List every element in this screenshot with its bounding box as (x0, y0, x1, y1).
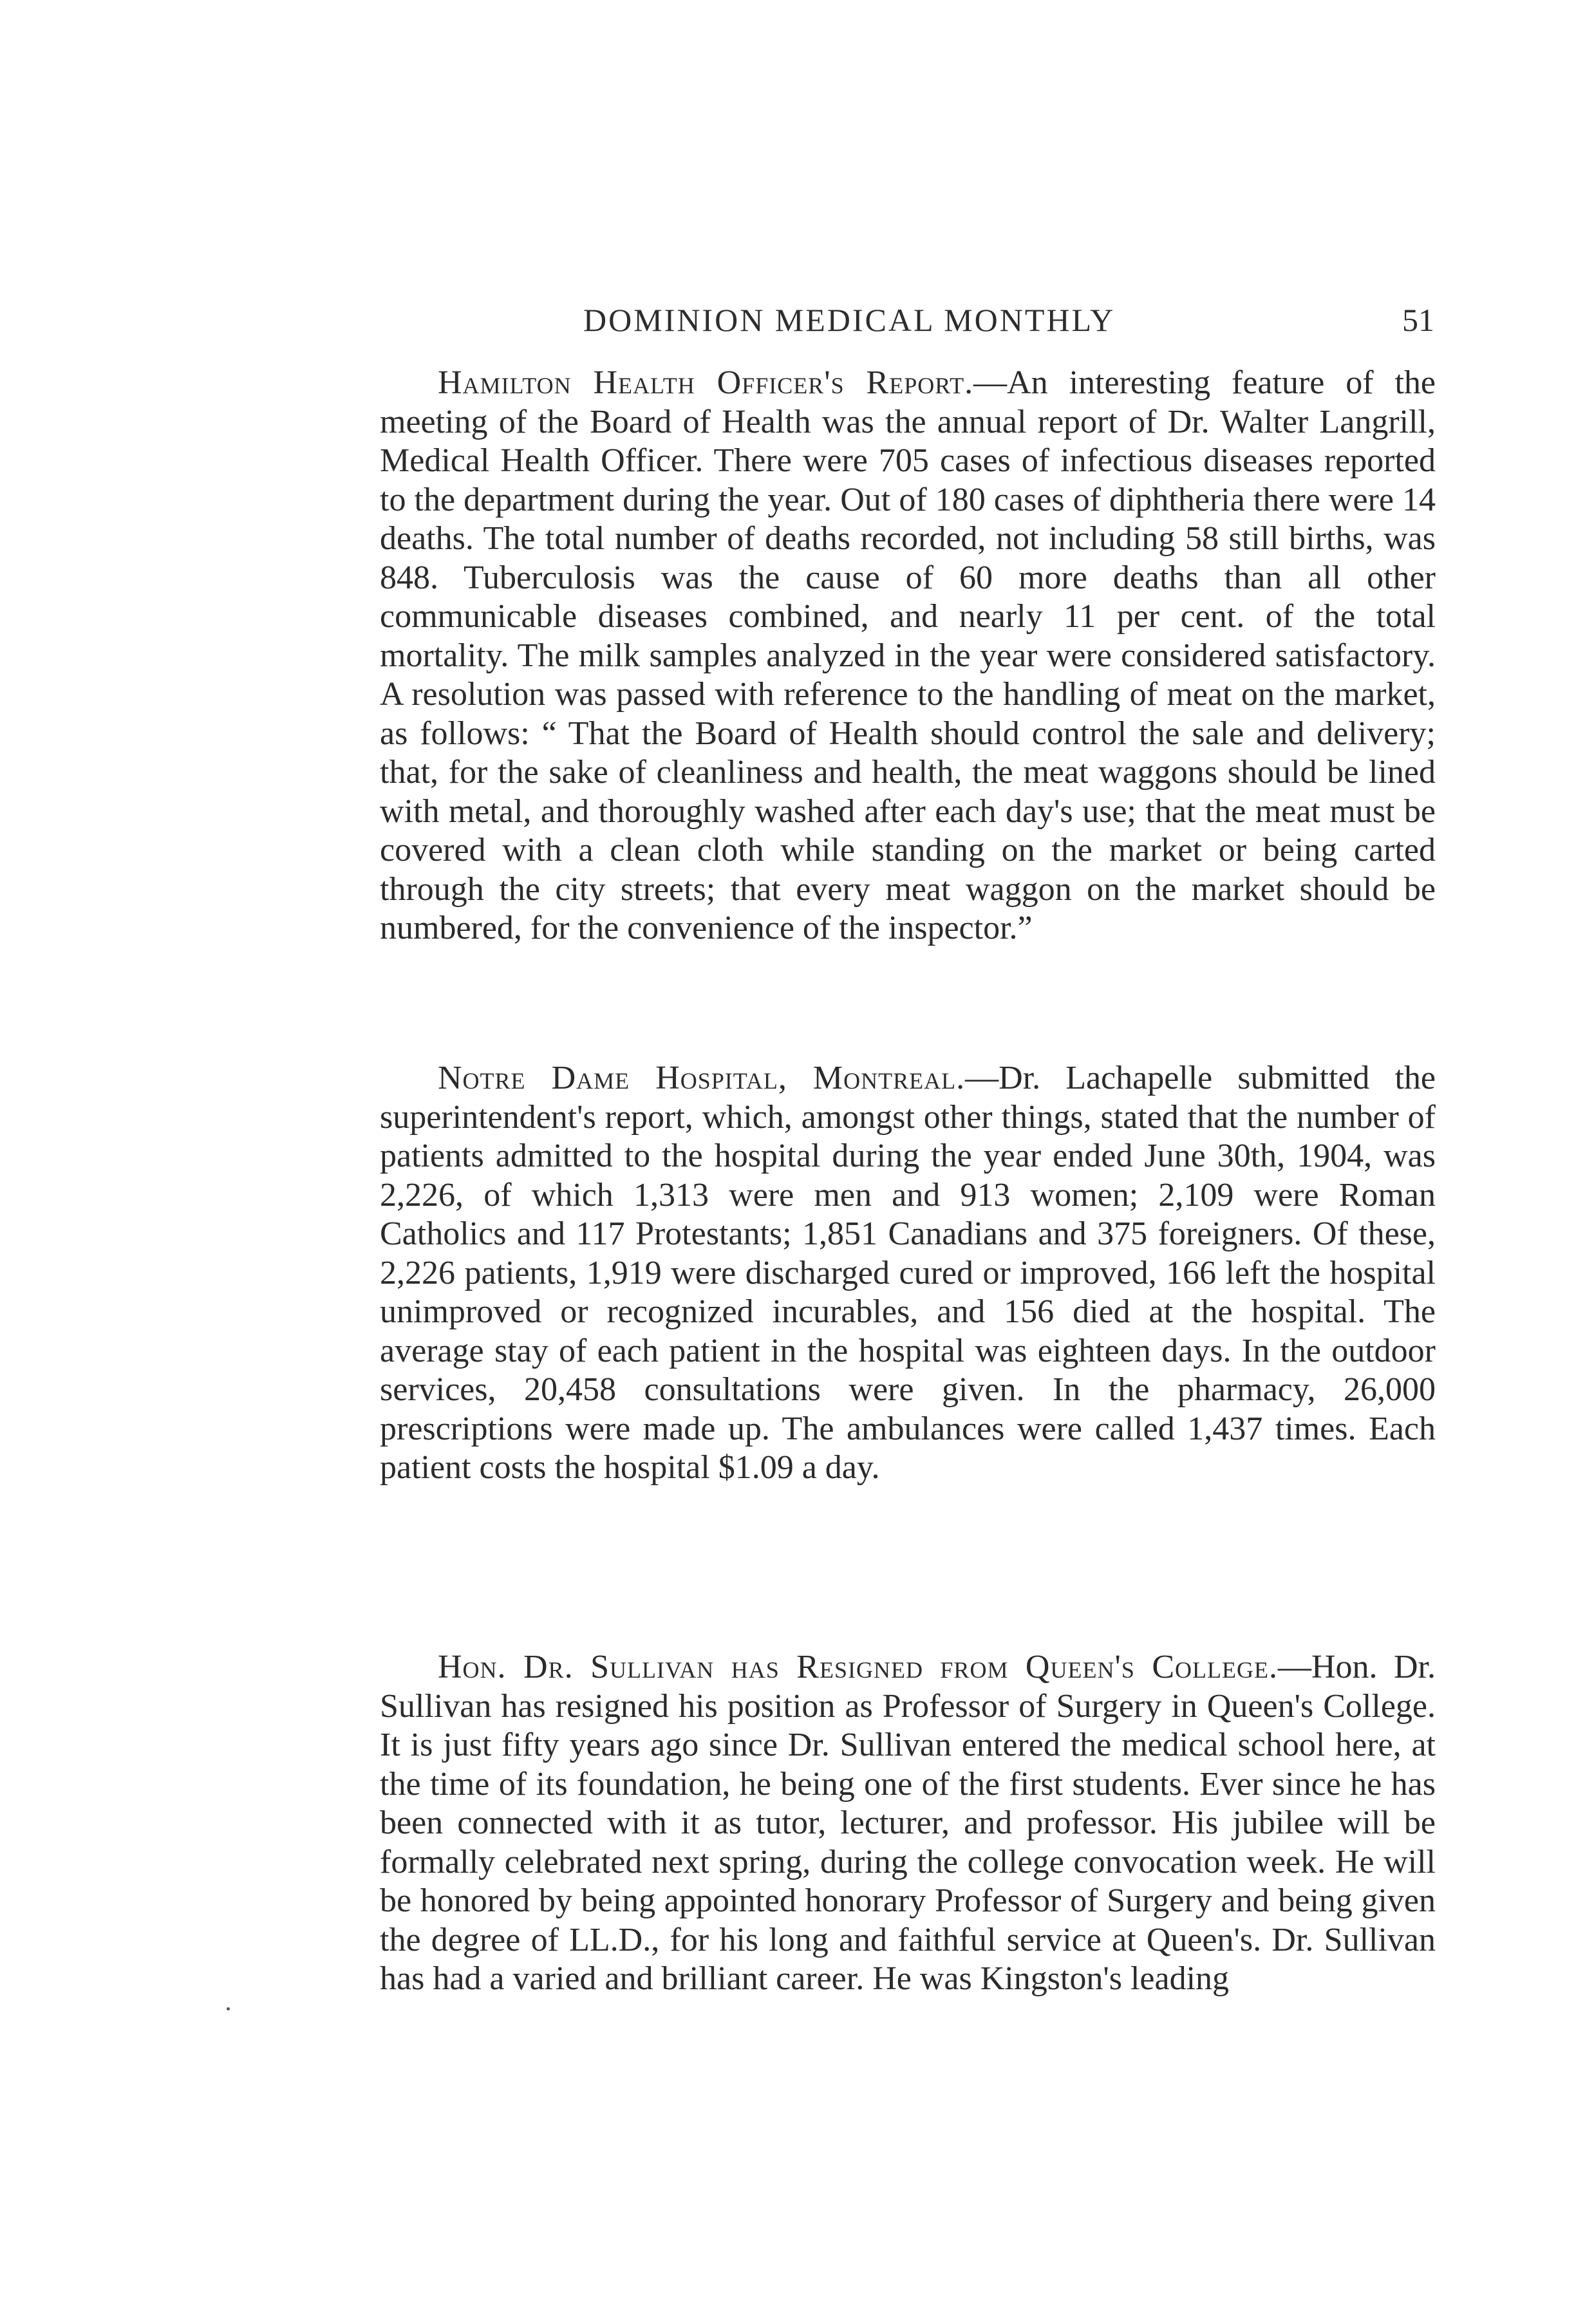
journal-title: DOMINION MEDICAL MONTHLY (583, 302, 1116, 338)
article-hamilton-health-report (380, 364, 1436, 948)
article-paragraph (380, 1648, 1436, 1999)
article-paragraph (380, 364, 1436, 948)
article-heading: Notre Dame Hospital, Montreal. (438, 1060, 966, 1096)
stray-ink-mark (227, 2007, 230, 2010)
article-body: —Hon. Dr. Sullivan has resigned his position as Professor of Surgery in Queen's College. It is just fifty years ago since Dr. Sullivan entered the medical school here, at the time of its foundation, he being one of the first students. Ever since he has been connected with it as tutor, lecturer, and professor. His jubilee will be formally celebrated next spring, during the college convocation week. He will be honored by being appointed honorary Professor of Surgery and being given the degree of LL.D., for his long and faithful service at Queen's. Dr. Sullivan has had a varied and brilliant career. He was Kingston's leading (380, 1649, 1436, 1997)
running-header (380, 301, 1436, 346)
article-sullivan-resignation (380, 1648, 1436, 1999)
article-heading: Hon. Dr. Sullivan has Resigned from Queen's College. (438, 1649, 1278, 1685)
article-notre-dame-hospital (380, 1059, 1436, 1488)
article-heading: Hamilton Health Officer's Report. (438, 364, 974, 401)
article-body: —An interesting feature of the meeting of the Board of Health was the annual report of Dr. Walter Langrill, Medical Health Officer. There were 705 cases of infectious diseases reported to the department during the year. Out of 180 cases of diphtheria there were 14 deaths. The total number of deaths recorded, not including 58 still births, was 848. Tuberculosis was the cause of 60 more deaths than all other communicable diseases combined, and nearly 11 per cent. of the total mortality. The milk samples analyzed in the year were considered satisfactory. A resolution was passed with reference to the handling of meat on the market, as follows: “ That the Board of Health should control the sale and delivery; that, for the sake of cleanliness and health, the meat waggons should be lined with metal, and thoroughly washed after each day's use; that the meat must be covered with a clean cloth while standing on the market or being carted through the city streets; that every meat waggon on the market should be numbered, for the convenience of the inspector.” (380, 364, 1436, 946)
article-paragraph (380, 1059, 1436, 1488)
article-body: —Dr. Lachapelle submitted the superintendent's report, which, amongst other things, stated that the number of patients admitted to the hospital during the year ended June 30th, 1904, was 2,226, of which 1,313 were men and 913 women; 2,109 were Roman Catholics and 117 Protestants; 1,851 Canadians and 375 foreigners. Of these, 2,226 patients, 1,919 were discharged cured or improved, 166 left the hospital unimproved or recognized incurables, and 156 died at the hospital. The average stay of each patient in the hospital was eighteen days. In the outdoor services, 20,458 consultations were given. In the pharmacy, 26,000 prescriptions were made up. The ambulances were called 1,437 times. Each patient costs the hospital $1.09 a day. (380, 1060, 1436, 1486)
page-number: 51 (1402, 302, 1434, 338)
